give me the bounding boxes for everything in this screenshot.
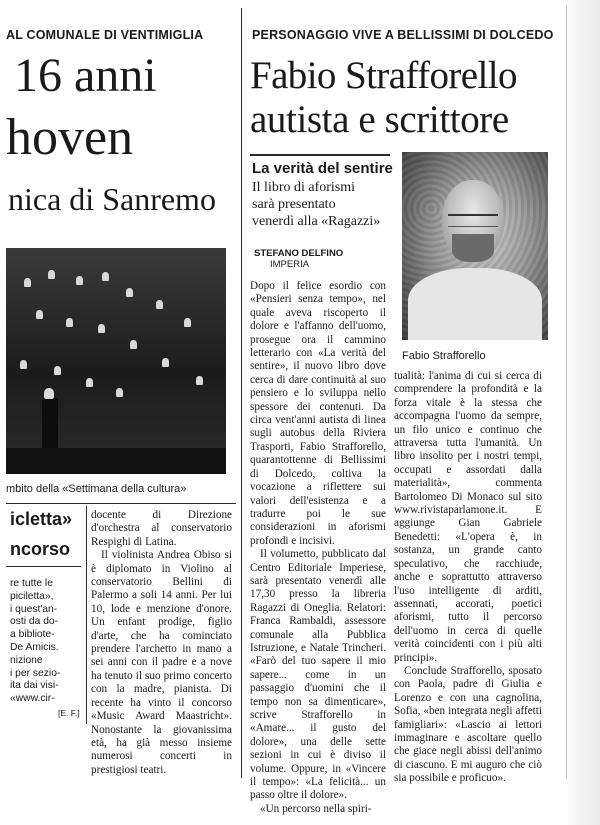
sidebar-signature: [E. F.]: [58, 708, 80, 718]
right-kicker: PERSONAGGIO VIVE A BELLISSIMI DI DOLCEDO: [252, 28, 554, 42]
deck-line-1: Il libro di aforismi: [252, 180, 356, 195]
right-paragraph: «Un percorso nella spiri-: [260, 802, 372, 815]
sidebar-text: re tutte le piciletta», i quest'an- osti da do- a bibliote- De Amicis. nizione i per sezio- ita dai visi- «www.cir-: [10, 578, 61, 705]
right-paragraph: Dopo il felice esordio con «Pensieri senza tempo», nel quale aveva riscoperto il dolore e l'affanno dell'uomo, prosegue ora il cammino letterario con «La verità del sentire», il nuovo libro dove cerca di dare continuità al suo pensiero e lo sviluppa nello spessore dei contenuti. Da circa vent'anni autista di linea sugli autobus della Riviera Trasporti, Fabio Strafforello, quarantottenne di Bellissimi di Dolcedo, coltiva la vocazione a riflettere sui valori dell'esistenza e a tradurre poi le sue considerazioni in aforismi profondi e incisivi.: [250, 280, 386, 547]
scan-edge: [566, 0, 600, 825]
orchestra-musician: [36, 310, 43, 319]
sidebar-title-1: icletta»: [10, 509, 73, 529]
right-body-column-1: [250, 280, 386, 815]
portrait-shoulders: [408, 268, 542, 340]
orchestra-musician: [116, 388, 123, 397]
portrait-glasses: [448, 214, 498, 227]
left-paragraph: Il violinista Andrea Obiso si è diplomato in Violino al conservatorio Bellini di Palermo a soli 14 anni. Per lui 10, lode e menzione d'onore. Un enfant prodige, figlio d'arte, che ha cominciato prendere l'archetto in mano a sei anni con il padre e a nove ha tenuto il suo primo concerto con la madre, pianista. Di recente ha vinto il concorso «Music Award Maastricht». Nonostante la giovanissima età, ha già messo insieme numerosi concerti in prestigiosi teatri.: [91, 549, 232, 776]
deck-top-rule: [250, 154, 390, 156]
orchestra-musician: [98, 324, 105, 333]
orchestra-musician: [184, 318, 191, 327]
page-center-divider: [241, 8, 242, 778]
right-body-column-2: [394, 370, 542, 785]
portrait-caption: Fabio Strafforello: [402, 350, 486, 362]
right-headline-line2: autista e scrittore: [250, 98, 509, 141]
conductor-head: [44, 388, 54, 399]
orchestra-musician: [126, 288, 133, 297]
orchestra-musician: [162, 358, 169, 367]
byline-name: [254, 248, 343, 259]
orchestra-musician: [130, 340, 137, 349]
orchestra-musician: [76, 276, 83, 285]
left-headline-line1: 16 anni: [14, 49, 157, 102]
deck-title: La verità del sentire: [252, 160, 393, 177]
orchestra-musician: [86, 378, 93, 387]
left-headline-line2: hoven: [6, 109, 134, 166]
orchestra-photo: [6, 248, 226, 474]
author-portrait: [402, 152, 548, 340]
orchestra-musician: [20, 360, 27, 369]
byline-place: IMPERIA: [270, 259, 310, 270]
left-kicker: AL COMUNALE DI VENTIMIGLIA: [6, 28, 204, 42]
orchestra-musician: [156, 300, 163, 309]
left-paragraph: docente di Direzione d'orchestra al conservatorio Respighi di Latina.: [91, 509, 232, 548]
left-body-column: [91, 509, 232, 776]
sidebar-title-rule: [6, 566, 81, 567]
right-paragraph: tualità: l'anima di cui si cerca di comprendere la profondità e la forza vitale è la stessa che accompagna l'uomo da sempre, un filo unico e continuo che attraversa tutta l'umanità. Un libro insolito per i nostri tempi, occupati e assordati dalla materialità», commenta Bartolomeo Di Monaco sul sito www.rivistaparlamone.it. E aggiunge Gian Gabriele Benedetti: «L'opera è, in sostanza, un grande canto speculativo, che racchiude, anche e soprattutto attraverso l'uso intelligente di arditi, assennati, accorati, poetici aforismi, tutto il percorso dell'uomo in cerca di quelle verità coincidenti con i più alti principi».: [394, 370, 542, 664]
left-subhead: nica di Sanremo: [8, 181, 216, 217]
stage-floor: [6, 448, 226, 474]
right-headline-line1: Fabio Strafforello: [250, 54, 517, 97]
orchestra-musician: [102, 272, 109, 281]
orchestra-musician: [196, 376, 203, 385]
left-caption-rule: [6, 503, 236, 504]
orchestra-musician: [48, 270, 55, 279]
sidebar-divider: [86, 506, 87, 724]
orchestra-photo-caption: mbito della «Settimana della cultura»: [6, 483, 187, 495]
right-paragraph: Il volumetto, pubblicato dal Centro Editoriale Imperiese, sarà presentato venerdì alle 17,30 presso la libreria Ragazzi di Oneglia. Relatori: Franca Rambaldi, assessore comunale alla Pubblica Istruzione, e Natale Trincheri. «Farò del tuo sapere il mio sapere... come in un passaggio d'uomini che il tempo non sa dimenticare», scrive Strafforello in «Amare... il gusto del dolore», una delle sette sezioni in cui è diviso il volume. Oppure, in «Vincere il tempo»: «La felicità... un passo oltre il dolore».: [250, 548, 386, 802]
sidebar-title-2: ncorso: [10, 539, 71, 559]
deck-line-2: sarà presentato: [252, 197, 336, 212]
deck-line-3: venerdì alla «Ragazzi»: [252, 214, 381, 229]
scan-edge-line: [566, 6, 567, 778]
byline-name-text: STEFANO DELFINO: [254, 248, 344, 259]
orchestra-musician: [66, 318, 73, 327]
orchestra-musician: [24, 278, 31, 287]
orchestra-musician: [54, 366, 61, 375]
portrait-beard: [452, 234, 494, 262]
right-paragraph: Conclude Strafforello, sposato con Paola, padre di Giulia e Lorenzo e con una cagnolina, Sofia, «ben integrata negli affetti famigliari»: «Lascio ai lettori immaginare e ascoltare quello che giace negli abissi dell'animo di ciascuno. E mi auguro che ciò sia possibile e proficuo».: [394, 664, 542, 785]
